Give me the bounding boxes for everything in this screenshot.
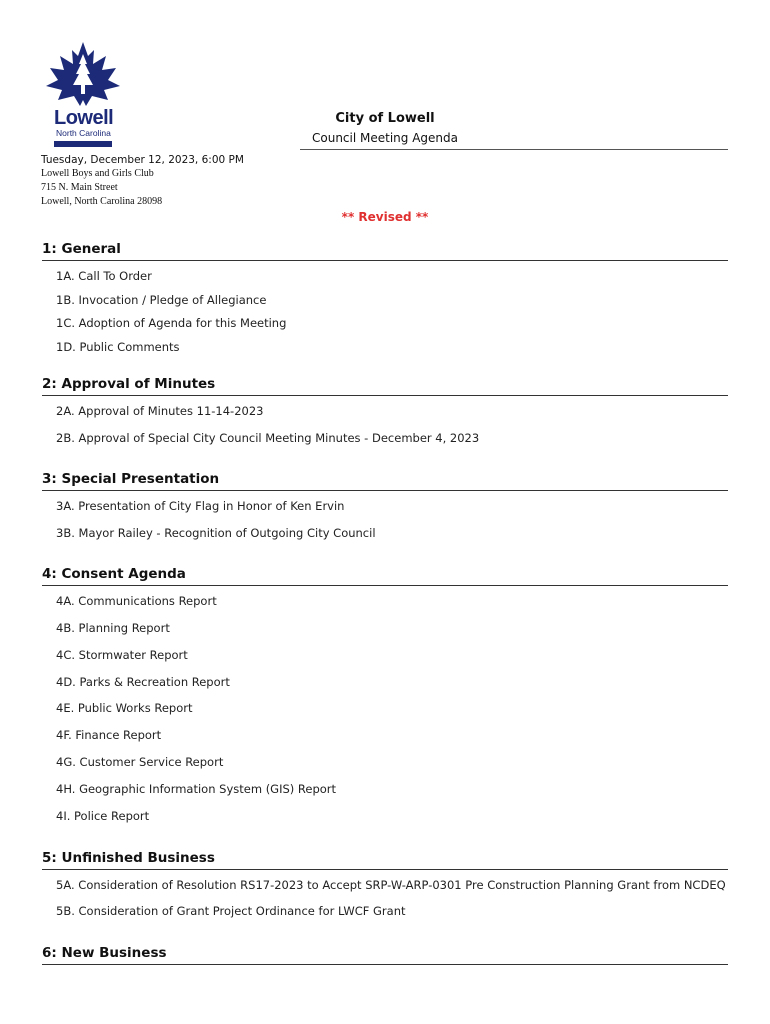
title-divider bbox=[300, 149, 728, 150]
agenda-item: 4H. Geographic Information System (GIS) Report bbox=[56, 782, 337, 796]
agenda-item: 4I. Police Report bbox=[56, 809, 150, 823]
section-approval-of-minutes bbox=[42, 376, 728, 396]
page-subtitle: Council Meeting Agenda bbox=[312, 131, 458, 145]
section-general bbox=[42, 241, 728, 261]
agenda-item: 3B. Mayor Railey - Recognition of Outgoing City Council bbox=[56, 526, 376, 540]
address-venue: Lowell Boys and Girls Club bbox=[41, 168, 154, 179]
agenda-item: 4A. Communications Report bbox=[56, 594, 217, 608]
agenda-item: 4G. Customer Service Report bbox=[56, 755, 224, 769]
address-street: 715 N. Main Street bbox=[41, 182, 118, 193]
agenda-item: 2B. Approval of Special City Council Meeting Minutes - December 4, 2023 bbox=[56, 431, 480, 445]
page-title: City of Lowell bbox=[335, 111, 435, 126]
agenda-item: 1A. Call To Order bbox=[56, 269, 152, 283]
agenda-item: 1C. Adoption of Agenda for this Meeting bbox=[56, 316, 287, 330]
section-heading: 4: Consent Agenda bbox=[42, 566, 728, 586]
logo-band bbox=[54, 141, 112, 147]
meeting-date: Tuesday, December 12, 2023, 6:00 PM bbox=[41, 154, 244, 166]
section-heading: 2: Approval of Minutes bbox=[42, 376, 728, 396]
maple-leaf-logo-icon bbox=[42, 40, 124, 112]
agenda-item: 4D. Parks & Recreation Report bbox=[56, 675, 230, 689]
agenda-item: 5A. Consideration of Resolution RS17-2023 to Accept SRP-W-ARP-0301 Pre Construction Planning Grant from NCDEQ bbox=[56, 878, 726, 892]
agenda-item: 4B. Planning Report bbox=[56, 621, 170, 635]
agenda-item: 4C. Stormwater Report bbox=[56, 648, 188, 662]
section-special-presentation bbox=[42, 471, 728, 491]
agenda-item: 4F. Finance Report bbox=[56, 728, 162, 742]
agenda-item: 2A. Approval of Minutes 11-14-2023 bbox=[56, 404, 264, 418]
address-city: Lowell, North Carolina 28098 bbox=[41, 196, 163, 207]
agenda-item: 1B. Invocation / Pledge of Allegiance bbox=[56, 293, 267, 307]
section-consent-agenda bbox=[42, 566, 728, 586]
section-unfinished-business bbox=[42, 850, 728, 870]
logo-city-name: Lowell bbox=[54, 107, 114, 129]
city-logo bbox=[42, 40, 124, 148]
logo-state-name: North Carolina bbox=[56, 128, 111, 138]
agenda-item: 3A. Presentation of City Flag in Honor of Ken Ervin bbox=[56, 499, 345, 513]
section-heading: 6: New Business bbox=[42, 945, 728, 965]
agenda-item: 1D. Public Comments bbox=[56, 340, 180, 354]
revised-notice: ** Revised ** bbox=[341, 210, 429, 224]
section-heading: 5: Unfinished Business bbox=[42, 850, 728, 870]
agenda-item: 5B. Consideration of Grant Project Ordinance for LWCF Grant bbox=[56, 904, 406, 918]
agenda-item: 4E. Public Works Report bbox=[56, 701, 193, 715]
section-heading: 1: General bbox=[42, 241, 728, 261]
section-new-business bbox=[42, 945, 728, 965]
section-heading: 3: Special Presentation bbox=[42, 471, 728, 491]
